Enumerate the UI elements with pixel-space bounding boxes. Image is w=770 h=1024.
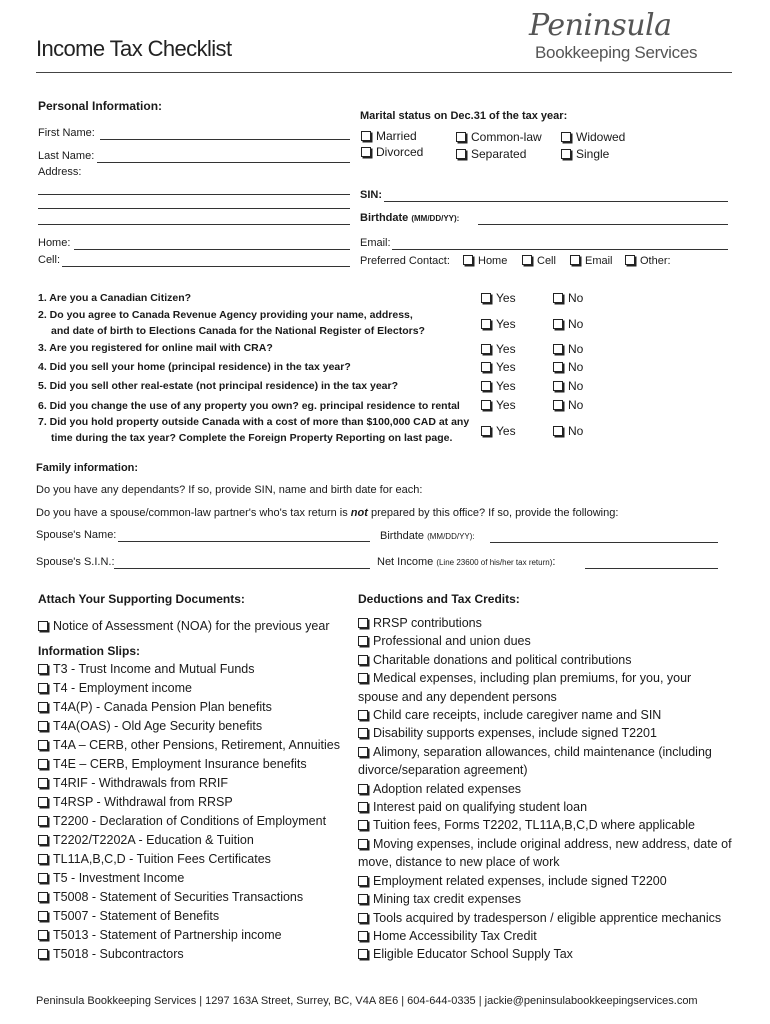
checkbox-icon bbox=[481, 426, 491, 436]
last-name-field[interactable] bbox=[97, 162, 350, 163]
birthdate-label: Birthdate (MM/DD/YY): bbox=[360, 212, 460, 224]
checkbox-icon bbox=[38, 778, 48, 788]
deduction-item[interactable]: RRSP contributions bbox=[358, 614, 758, 632]
slip-item[interactable]: T2202/T2202A - Education & Tuition bbox=[38, 831, 340, 850]
address-label: Address: bbox=[38, 166, 82, 178]
deduction-item[interactable]: Home Accessibility Tax Credit bbox=[358, 927, 758, 945]
slip-item[interactable]: T5008 - Statement of Securities Transactions bbox=[38, 888, 340, 907]
dependants-question: Do you have any dependants? If so, provide SIN, name and birth date for each: bbox=[36, 484, 423, 496]
contact-option-cell[interactable]: Cell bbox=[522, 255, 556, 267]
address-field-2[interactable] bbox=[38, 208, 350, 209]
no-option[interactable]: No bbox=[553, 291, 583, 305]
checkbox-icon bbox=[358, 747, 368, 757]
checkbox-icon bbox=[358, 876, 368, 886]
no-option[interactable]: No bbox=[553, 342, 583, 356]
question-7-cont: time during the tax year? Complete the Foreign Property Reporting on last page. bbox=[51, 432, 453, 444]
deduction-item[interactable]: Adoption related expenses bbox=[358, 780, 758, 798]
spouse-birthdate-label: Birthdate (MM/DD/YY): bbox=[380, 530, 475, 542]
family-heading: Family information: bbox=[36, 462, 139, 474]
slip-item[interactable]: T5013 - Statement of Partnership income bbox=[38, 926, 340, 945]
footer-contact: Peninsula Bookkeeping Services | 1297 163A Street, Surrey, BC, V4A 8E6 | 604-644-0335 | jackie@peninsulabookkeepingservices.com bbox=[36, 995, 698, 1007]
checkbox-icon bbox=[38, 621, 48, 631]
cell-phone-field[interactable] bbox=[62, 266, 350, 267]
checkbox-icon bbox=[358, 839, 368, 849]
deductions-heading: Deductions and Tax Credits: bbox=[358, 592, 520, 606]
checkbox-icon bbox=[358, 710, 368, 720]
slip-item[interactable]: TL11A,B,C,D - Tuition Fees Certificates bbox=[38, 850, 340, 869]
checkbox-icon bbox=[38, 892, 48, 902]
page-title: Income Tax Checklist bbox=[36, 36, 232, 61]
checkbox-icon bbox=[358, 784, 368, 794]
deduction-item[interactable]: Tuition fees, Forms T2202, TL11A,B,C,D where applicable bbox=[358, 816, 758, 834]
checkbox-icon bbox=[38, 873, 48, 883]
checkbox-icon bbox=[358, 931, 368, 941]
checkbox-icon bbox=[361, 147, 371, 157]
marital-option-separated[interactable]: Separated bbox=[456, 147, 526, 161]
slips-heading: Information Slips: bbox=[38, 644, 140, 658]
spouse-sin-label: Spouse's S.I.N.: bbox=[36, 556, 115, 568]
email-field[interactable] bbox=[392, 249, 728, 250]
question-5: 5. Did you sell other real-estate (not principal residence) in the tax year? bbox=[38, 380, 399, 392]
checkbox-icon bbox=[38, 759, 48, 769]
checkbox-icon bbox=[481, 319, 491, 329]
question-7: 7. Did you hold property outside Canada with a cost of more than $100,000 CAD at any bbox=[38, 416, 470, 428]
contact-option-other[interactable]: Other: bbox=[625, 255, 671, 267]
deduction-item[interactable]: Employment related expenses, include signed T2200 bbox=[358, 872, 758, 890]
sin-label: SIN: bbox=[360, 189, 382, 201]
question-3: 3. Are you registered for online mail with CRA? bbox=[38, 342, 273, 354]
checkbox-icon bbox=[38, 721, 48, 731]
sin-field[interactable] bbox=[384, 201, 728, 202]
documents-heading: Attach Your Supporting Documents: bbox=[38, 592, 245, 606]
deduction-item-cont: divorce/separation agreement) bbox=[358, 763, 528, 778]
logo-name: Peninsula bbox=[529, 8, 672, 43]
checkbox-icon bbox=[481, 362, 491, 372]
marital-option-divorced[interactable]: Divorced bbox=[361, 145, 423, 159]
yes-option[interactable]: Yes bbox=[481, 291, 516, 305]
slips-list bbox=[38, 660, 340, 964]
slip-item[interactable]: T2200 - Declaration of Conditions of Employment bbox=[38, 812, 340, 831]
checkbox-icon bbox=[553, 344, 563, 354]
checkbox-icon bbox=[38, 664, 48, 674]
question-4: 4. Did you sell your home (principal residence) in the tax year? bbox=[38, 361, 351, 373]
deduction-item[interactable]: Eligible Educator School Supply Tax bbox=[358, 945, 758, 963]
yes-option[interactable]: Yes bbox=[481, 317, 516, 331]
deductions-list bbox=[358, 614, 758, 964]
marital-option-single[interactable]: Single bbox=[561, 147, 609, 161]
birthdate-field[interactable] bbox=[478, 224, 728, 225]
question-6: 6. Did you change the use of any property you own? eg. principal residence to rental bbox=[38, 400, 460, 412]
home-phone-label: Home: bbox=[38, 237, 71, 249]
deduction-item[interactable]: Professional and union dues bbox=[358, 632, 758, 650]
spouse-sin-field[interactable] bbox=[114, 568, 370, 569]
deduction-item[interactable]: Moving expenses, include original address, new address, date of bbox=[358, 835, 758, 853]
checkbox-icon bbox=[553, 362, 563, 372]
checkbox-icon bbox=[38, 930, 48, 940]
checkbox-icon bbox=[358, 949, 368, 959]
marital-option-married[interactable]: Married bbox=[361, 129, 417, 143]
no-option[interactable]: No bbox=[553, 360, 583, 374]
checkbox-icon bbox=[38, 683, 48, 693]
question-2: 2. Do you agree to Canada Revenue Agency providing your name, address, bbox=[38, 309, 413, 321]
net-income-label: Net Income (Line 23600 of his/her tax return): bbox=[377, 556, 556, 568]
checkbox-icon bbox=[38, 797, 48, 807]
deduction-item[interactable]: Child care receipts, include caregiver name and SIN bbox=[358, 706, 758, 724]
slip-item[interactable]: T4RSP - Withdrawal from RRSP bbox=[38, 793, 340, 812]
email-label: Email: bbox=[360, 237, 391, 249]
checkbox-icon bbox=[361, 131, 371, 141]
net-income-field[interactable] bbox=[585, 568, 718, 569]
yes-option[interactable]: Yes bbox=[481, 342, 516, 356]
checkbox-icon bbox=[358, 673, 368, 683]
spouse-name-label: Spouse's Name: bbox=[36, 529, 117, 541]
spouse-name-field[interactable] bbox=[118, 541, 370, 542]
question-1: 1. Are you a Canadian Citizen? bbox=[38, 292, 192, 304]
marital-heading: Marital status on Dec.31 of the tax year: bbox=[360, 110, 568, 122]
no-option[interactable]: No bbox=[553, 398, 583, 412]
no-option[interactable]: No bbox=[553, 317, 583, 331]
deduction-item[interactable]: Medical expenses, including plan premiums, for you, your bbox=[358, 669, 758, 687]
slip-item[interactable]: T4A(P) - Canada Pension Plan benefits bbox=[38, 698, 340, 717]
noa-item[interactable]: Notice of Assessment (NOA) for the previous year bbox=[38, 617, 330, 636]
checkbox-icon bbox=[625, 255, 635, 265]
deduction-item[interactable]: Mining tax credit expenses bbox=[358, 890, 758, 908]
checkbox-icon bbox=[38, 854, 48, 864]
checkbox-icon bbox=[553, 426, 563, 436]
header-divider bbox=[36, 72, 732, 73]
address-field-1[interactable] bbox=[38, 194, 350, 195]
contact-option-email[interactable]: Email bbox=[570, 255, 613, 267]
checkbox-icon bbox=[358, 820, 368, 830]
checkbox-icon bbox=[561, 149, 571, 159]
checkbox-icon bbox=[358, 894, 368, 904]
deduction-item[interactable]: Tools acquired by tradesperson / eligible apprentice mechanics bbox=[358, 909, 758, 927]
yes-option[interactable]: Yes bbox=[481, 424, 516, 438]
marital-option-common-law[interactable]: Common-law bbox=[456, 130, 542, 144]
home-phone-field[interactable] bbox=[74, 249, 350, 250]
yes-option[interactable]: Yes bbox=[481, 398, 516, 412]
checkbox-icon bbox=[553, 381, 563, 391]
deduction-item-cont: move, distance to new place of work bbox=[358, 855, 560, 870]
checkbox-icon bbox=[38, 816, 48, 826]
contact-option-home[interactable]: Home bbox=[463, 255, 507, 267]
first-name-field[interactable] bbox=[100, 139, 350, 140]
checkbox-icon bbox=[553, 400, 563, 410]
personal-heading: Personal Information: bbox=[38, 99, 163, 113]
checkbox-icon bbox=[38, 740, 48, 750]
checkbox-icon bbox=[38, 702, 48, 712]
deduction-item-cont: spouse and any dependent persons bbox=[358, 689, 557, 704]
checkbox-icon bbox=[358, 618, 368, 628]
slip-item[interactable]: T5 - Investment Income bbox=[38, 869, 340, 888]
slip-item[interactable]: T3 - Trust Income and Mutual Funds bbox=[38, 660, 340, 679]
no-option[interactable]: No bbox=[553, 424, 583, 438]
preferred-contact-label: Preferred Contact: bbox=[360, 255, 450, 267]
checkbox-icon bbox=[358, 636, 368, 646]
checkbox-icon bbox=[38, 949, 48, 959]
checkbox-icon bbox=[456, 132, 466, 142]
deduction-item[interactable]: Disability supports expenses, include signed T2201 bbox=[358, 724, 758, 742]
checkbox-icon bbox=[38, 835, 48, 845]
checkbox-icon bbox=[481, 293, 491, 303]
first-name-label: First Name: bbox=[38, 127, 95, 139]
slip-item[interactable]: T5007 - Statement of Benefits bbox=[38, 907, 340, 926]
question-2-cont: and date of birth to Elections Canada for the National Register of Electors? bbox=[51, 325, 425, 337]
deduction-item[interactable]: Alimony, separation allowances, child maintenance (including bbox=[358, 743, 758, 761]
spouse-birthdate-field[interactable] bbox=[490, 542, 718, 543]
marital-option-widowed[interactable]: Widowed bbox=[561, 130, 625, 144]
checkbox-icon bbox=[456, 149, 466, 159]
checkbox-icon bbox=[358, 728, 368, 738]
checkbox-icon bbox=[358, 913, 368, 923]
slip-item[interactable]: T4E – CERB, Employment Insurance benefits bbox=[38, 755, 340, 774]
checkbox-icon bbox=[358, 802, 368, 812]
checkbox-icon bbox=[463, 255, 473, 265]
checkbox-icon bbox=[358, 655, 368, 665]
checkbox-icon bbox=[481, 400, 491, 410]
slip-item[interactable]: T4RIF - Withdrawals from RRIF bbox=[38, 774, 340, 793]
slip-item[interactable]: T4A – CERB, other Pensions, Retirement, Annuities bbox=[38, 736, 340, 755]
checkbox-icon bbox=[522, 255, 532, 265]
checkbox-icon bbox=[570, 255, 580, 265]
last-name-label: Last Name: bbox=[38, 150, 95, 162]
logo-subtitle: Bookkeeping Services bbox=[535, 43, 698, 62]
checkbox-icon bbox=[481, 344, 491, 354]
checkbox-icon bbox=[553, 319, 563, 329]
checkbox-icon bbox=[553, 293, 563, 303]
slip-item[interactable]: T4 - Employment income bbox=[38, 679, 340, 698]
no-option[interactable]: No bbox=[553, 379, 583, 393]
slip-item[interactable]: T5018 - Subcontractors bbox=[38, 945, 340, 964]
deduction-item[interactable]: Charitable donations and political contributions bbox=[358, 651, 758, 669]
checkbox-icon bbox=[481, 381, 491, 391]
yes-option[interactable]: Yes bbox=[481, 379, 516, 393]
deduction-item[interactable]: Interest paid on qualifying student loan bbox=[358, 798, 758, 816]
spouse-question: Do you have a spouse/common-law partner's who's tax return is not prepared by this office? If so, provide the following: bbox=[36, 507, 619, 519]
yes-option[interactable]: Yes bbox=[481, 360, 516, 374]
address-field-3[interactable] bbox=[38, 224, 350, 225]
checkbox-icon bbox=[561, 132, 571, 142]
cell-phone-label: Cell: bbox=[38, 254, 61, 266]
checkbox-icon bbox=[38, 911, 48, 921]
slip-item[interactable]: T4A(OAS) - Old Age Security benefits bbox=[38, 717, 340, 736]
